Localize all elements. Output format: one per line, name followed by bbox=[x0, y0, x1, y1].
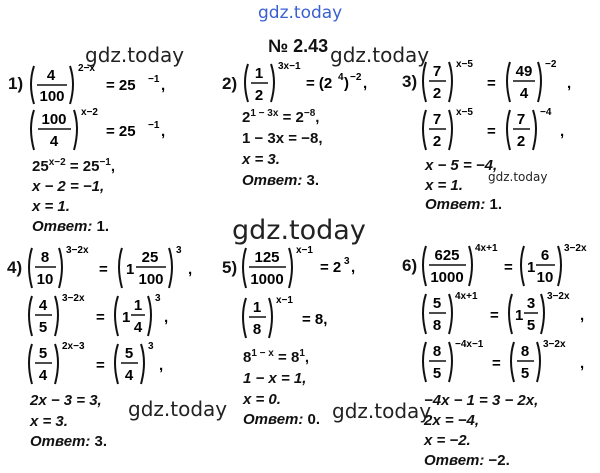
svg-text:=: = bbox=[96, 357, 105, 374]
exponent: −2 bbox=[545, 59, 557, 70]
solution-line: −4x − 1 = 3 − 2x, bbox=[424, 392, 539, 409]
answer-line: Ответ: 0. bbox=[243, 411, 321, 428]
svg-text:=: = bbox=[96, 309, 105, 326]
svg-text:,: , bbox=[363, 75, 368, 92]
problem-label-4: 4) bbox=[7, 258, 23, 277]
fraction-numerator: 5 bbox=[432, 295, 442, 312]
svg-text:,: , bbox=[560, 123, 565, 140]
svg-text:,: , bbox=[580, 307, 585, 324]
fraction-numerator: 3 bbox=[526, 295, 536, 312]
problem-label-1: 1) bbox=[8, 74, 24, 93]
svg-text:,: , bbox=[161, 123, 166, 140]
solution-line: 1 − 3x = −8, bbox=[242, 130, 323, 147]
solution-line: 2x = −4, bbox=[424, 412, 480, 429]
fraction-denominator: 2 bbox=[432, 85, 442, 102]
fraction-denominator: 10 bbox=[36, 271, 54, 288]
watermark: gdz.today bbox=[85, 43, 185, 67]
fraction-numerator: 125 bbox=[254, 249, 280, 266]
exponent: 2x−3 bbox=[62, 341, 85, 352]
exponent: 3−2x bbox=[543, 339, 566, 350]
equation-6a bbox=[420, 242, 598, 292]
fraction-numerator: 8 bbox=[40, 249, 50, 266]
fraction-numerator: 4 bbox=[38, 297, 48, 314]
fraction-denominator: 2 bbox=[516, 133, 526, 150]
svg-text:): ) bbox=[344, 75, 349, 92]
fraction-numerator: 100 bbox=[41, 111, 67, 128]
svg-text:=: = bbox=[487, 123, 496, 140]
fraction-denominator: 2 bbox=[254, 87, 264, 104]
solution-line: $8^{1 - x} = 8^1$, bbox=[243, 348, 310, 366]
equation-1a bbox=[28, 62, 208, 110]
exponent: 2−x bbox=[78, 63, 95, 74]
svg-text:,: , bbox=[351, 259, 356, 276]
fraction-numerator: 8 bbox=[520, 343, 530, 360]
solution-line: x = 1. bbox=[425, 177, 463, 194]
equation-4a bbox=[26, 244, 226, 294]
mixed-whole: 1 bbox=[122, 309, 131, 326]
mixed-whole: 1 bbox=[515, 307, 524, 324]
problem-label-6: 6) bbox=[402, 256, 418, 275]
fraction-numerator: 7 bbox=[432, 63, 442, 80]
fraction-denominator: 5 bbox=[432, 365, 442, 382]
answer-line: Ответ: 1. bbox=[425, 196, 503, 213]
fraction-denominator: 5 bbox=[38, 319, 48, 336]
fraction-numerator: 25 bbox=[141, 249, 159, 266]
exponent: 3−2x bbox=[547, 291, 570, 302]
fraction-numerator: 625 bbox=[434, 247, 460, 264]
watermark: gdz.today bbox=[330, 43, 430, 67]
watermark: gdz.today bbox=[128, 397, 228, 421]
exponent: 3−2x bbox=[564, 243, 587, 254]
exponent: 3 bbox=[176, 245, 182, 256]
exponent: 3 bbox=[155, 293, 161, 304]
page-title: № 2.43 bbox=[268, 36, 329, 56]
rhs: = 25 bbox=[106, 123, 136, 140]
solution-line: x = 1. bbox=[32, 198, 70, 215]
fraction-denominator: 5 bbox=[520, 365, 530, 382]
mixed-whole: 1 bbox=[126, 261, 135, 278]
svg-text:,: , bbox=[159, 357, 164, 374]
rhs: = (2 bbox=[306, 75, 333, 92]
fraction-denominator: 2 bbox=[432, 133, 442, 150]
exponent: −4x−1 bbox=[455, 339, 484, 350]
fraction-denominator: 4 bbox=[133, 319, 143, 336]
solution-line: x = 3. bbox=[30, 413, 68, 430]
fraction-denominator: 100 bbox=[138, 271, 164, 288]
equation-5b bbox=[240, 294, 400, 344]
solution-line: $2^{1 - 3x} = 2^{-8}$, bbox=[242, 108, 320, 126]
exponent: x−5 bbox=[456, 107, 473, 118]
fraction-numerator: 6 bbox=[540, 247, 550, 264]
watermark-main: gdz.today bbox=[232, 215, 366, 246]
watermark: gdz.today bbox=[332, 399, 432, 423]
fraction-numerator: 5 bbox=[124, 345, 134, 362]
exponent: 3−2x bbox=[66, 245, 89, 256]
problem-label-5: 5) bbox=[222, 258, 238, 277]
fraction-denominator: 8 bbox=[432, 317, 442, 334]
equation-1b bbox=[28, 106, 208, 156]
fraction-numerator: 1 bbox=[252, 299, 262, 316]
svg-text:=: = bbox=[99, 261, 108, 278]
fraction-denominator: 1000 bbox=[250, 271, 284, 288]
equation-4c bbox=[26, 340, 226, 390]
solution-line: 1 − x = 1, bbox=[243, 370, 307, 387]
fraction-numerator: 8 bbox=[432, 343, 442, 360]
rhs: = 8, bbox=[302, 311, 328, 328]
svg-text:=: = bbox=[490, 307, 499, 324]
svg-text:,: , bbox=[188, 261, 193, 278]
svg-text:,: , bbox=[580, 355, 585, 372]
problem-label-3: 3) bbox=[402, 72, 418, 91]
exponent: −4 bbox=[540, 107, 552, 118]
svg-text:=: = bbox=[487, 75, 496, 92]
answer-line: Ответ: 1. bbox=[32, 218, 110, 235]
fraction-denominator: 4 bbox=[124, 367, 134, 384]
solution-line: x = −2. bbox=[424, 432, 471, 449]
exponent: 3 bbox=[344, 256, 350, 267]
exponent: x−2 bbox=[81, 107, 98, 118]
svg-text:=: = bbox=[492, 355, 501, 372]
equation-4b bbox=[26, 292, 226, 342]
exponent: x−1 bbox=[276, 295, 293, 306]
fraction-numerator: 4 bbox=[46, 67, 56, 84]
mixed-whole: 1 bbox=[527, 259, 536, 276]
exponent: x−1 bbox=[296, 245, 313, 256]
fraction-numerator: 5 bbox=[38, 345, 48, 362]
equation-3a bbox=[420, 58, 590, 108]
fraction-denominator: 10 bbox=[536, 269, 554, 286]
rhs: = 25 bbox=[106, 77, 136, 94]
equation-6b bbox=[420, 290, 598, 340]
exponent: 4x+1 bbox=[475, 243, 498, 254]
fraction-denominator: 4 bbox=[49, 133, 59, 150]
exponent: 4 bbox=[338, 72, 344, 83]
fraction-numerator: 49 bbox=[515, 63, 533, 80]
fraction-denominator: 100 bbox=[39, 88, 65, 105]
watermark-top: gdz.today bbox=[258, 3, 343, 23]
solution-line: x = 0. bbox=[243, 391, 281, 408]
exponent: −2 bbox=[350, 72, 362, 83]
fraction-denominator: 5 bbox=[526, 317, 536, 334]
rhs: = 2 bbox=[320, 259, 342, 276]
answer-line: Ответ: −2. bbox=[424, 452, 510, 469]
watermark: gdz.today bbox=[488, 170, 548, 184]
exponent: 3x−1 bbox=[278, 61, 301, 72]
fraction-numerator: 7 bbox=[516, 111, 526, 128]
solution-line: 2x − 3 = 3, bbox=[30, 392, 102, 409]
equation-3b bbox=[420, 106, 590, 156]
fraction-denominator: 1000 bbox=[430, 269, 464, 286]
exponent: 3−2x bbox=[62, 293, 85, 304]
exponent: −1 bbox=[148, 74, 160, 85]
fraction-denominator: 8 bbox=[252, 321, 262, 338]
fraction-numerator: 7 bbox=[432, 111, 442, 128]
svg-text:,: , bbox=[164, 309, 169, 326]
equation-5a bbox=[240, 244, 400, 294]
problem-label-2: 2) bbox=[222, 74, 238, 93]
exponent: −1 bbox=[148, 120, 160, 131]
exponent: 3 bbox=[148, 341, 154, 352]
svg-text:,: , bbox=[567, 75, 572, 92]
fraction-denominator: 4 bbox=[519, 85, 529, 102]
solution-line: x = 3. bbox=[242, 151, 280, 168]
answer-line: Ответ: 3. bbox=[30, 433, 108, 450]
fraction-numerator: 1 bbox=[133, 297, 143, 314]
svg-text:,: , bbox=[161, 77, 166, 94]
fraction-numerator: 1 bbox=[254, 65, 264, 82]
answer-line: Ответ: 3. bbox=[242, 172, 320, 189]
fraction-denominator: 4 bbox=[38, 367, 48, 384]
exponent: x−5 bbox=[456, 59, 473, 70]
equation-6c bbox=[420, 338, 598, 388]
solution-line: $25^{x-2} = 25^{-1}$, bbox=[32, 157, 116, 175]
exponent: 4x+1 bbox=[455, 291, 478, 302]
solution-line: x − 5 = −4, bbox=[425, 157, 498, 174]
equation-2a bbox=[242, 60, 402, 108]
svg-text:=: = bbox=[504, 259, 513, 276]
solution-line: x − 2 = −1, bbox=[32, 178, 105, 195]
